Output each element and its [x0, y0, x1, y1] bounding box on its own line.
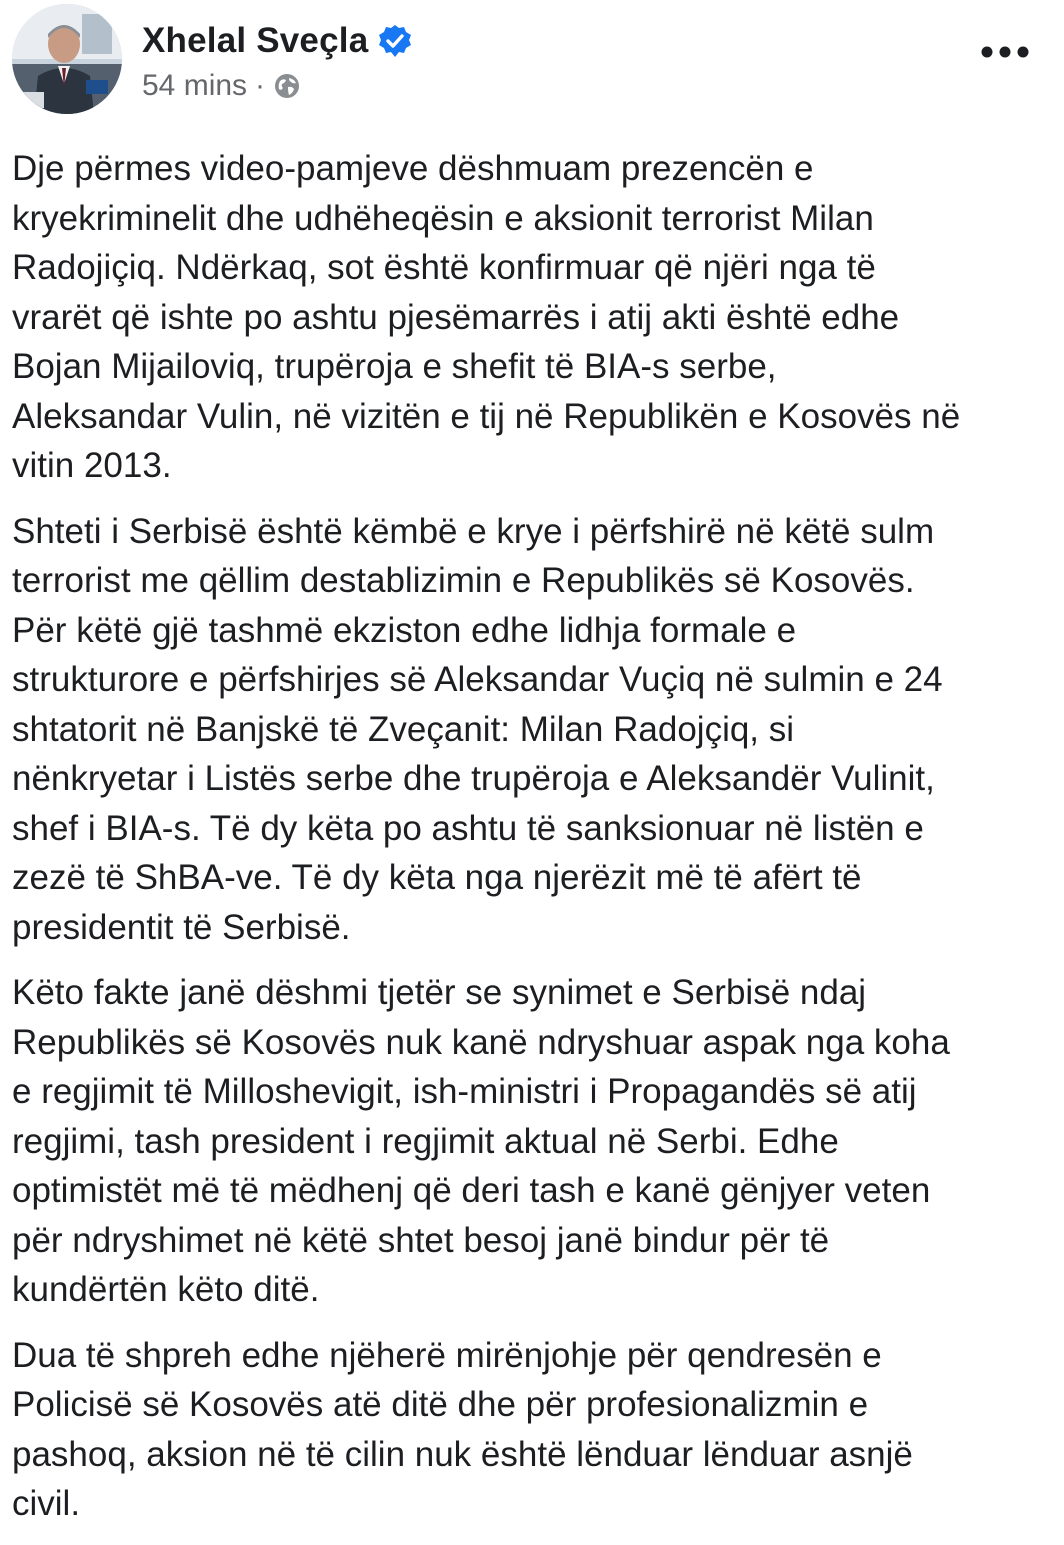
avatar-photo	[12, 4, 122, 114]
post-header	[0, 0, 1064, 130]
globe-icon[interactable]	[273, 72, 301, 100]
author-name[interactable]: Xhelal Sveçla	[142, 21, 369, 60]
author-avatar[interactable]	[12, 4, 122, 114]
more-options-icon	[980, 46, 1030, 58]
verified-badge-icon	[378, 24, 412, 58]
post-paragraph-3: Këto fakte janë dëshmi tjetër se synimet e Serbisë ndaj Republikës së Kosovës nuk kanë ndryshuar aspak nga koha e regjimit të Milloshevigit, ish-ministri i Propagandës së atij regjimi, tash president i regjimit aktual në Serbi. Edhe optimistët më të mëdhenj që deri tash e kanë gënjyer veten për ndryshimet në këtë shtet besoj janë bindur për të kundërtën këto ditë.	[12, 973, 950, 1309]
author-row	[142, 18, 412, 64]
meta-separator: ·	[255, 69, 266, 102]
post-paragraph-2: Shteti i Serbisë është këmbë e krye i përfshirë në këtë sulm terrorist me qëllim destablizimin e Republikës së Kosovës. Për këtë gjë tashmë ekziston edhe lidhja formale e strukturore e përfshirjes së Aleksandar Vuçiq në sulmin e 24 shtatorit në Banjskë të Zveçanit: Milan Radojçiq, si nënkryetar i Listës serbe dhe trupëroja e Aleksandër Vulinit, shef i BIA-s. Të dy këta po ashtu të sanksionuar në listën e zezë të ShBA-ve. Të dy këta nga njerëzit më të afërt të presidentit të Serbisë.	[12, 511, 943, 947]
post-paragraph-1: Dje përmes video-pamjeve dëshmuam prezencën e kryekriminelit dhe udhëheqësin e aksionit terrorist Milan Radojiçiq. Ndërkaq, sot është konfirmuar që njëri nga të vrarët që ishte po ashtu pjesëmarrës i atij akti është edhe Bojan Mijailoviq, trupëroja e shefit të BIA-s serbe, Aleksandar Vulin, në vizitën e tij në Republikën e Kosovës në vitin 2013.	[12, 149, 961, 485]
post-body	[12, 144, 1052, 1545]
post-paragraph-4: Dua të shpreh edhe njëherë mirënjohje për qendresën e Policisë së Kosovës atë ditë dhe për profesionalizmin e pashoq, aksion në të cilin nuk është lënduar lënduar asnjë civil.	[12, 1335, 913, 1523]
post-timestamp[interactable]: 54 mins	[142, 69, 248, 102]
more-options-button[interactable]	[974, 30, 1036, 74]
post-meta	[142, 66, 301, 106]
